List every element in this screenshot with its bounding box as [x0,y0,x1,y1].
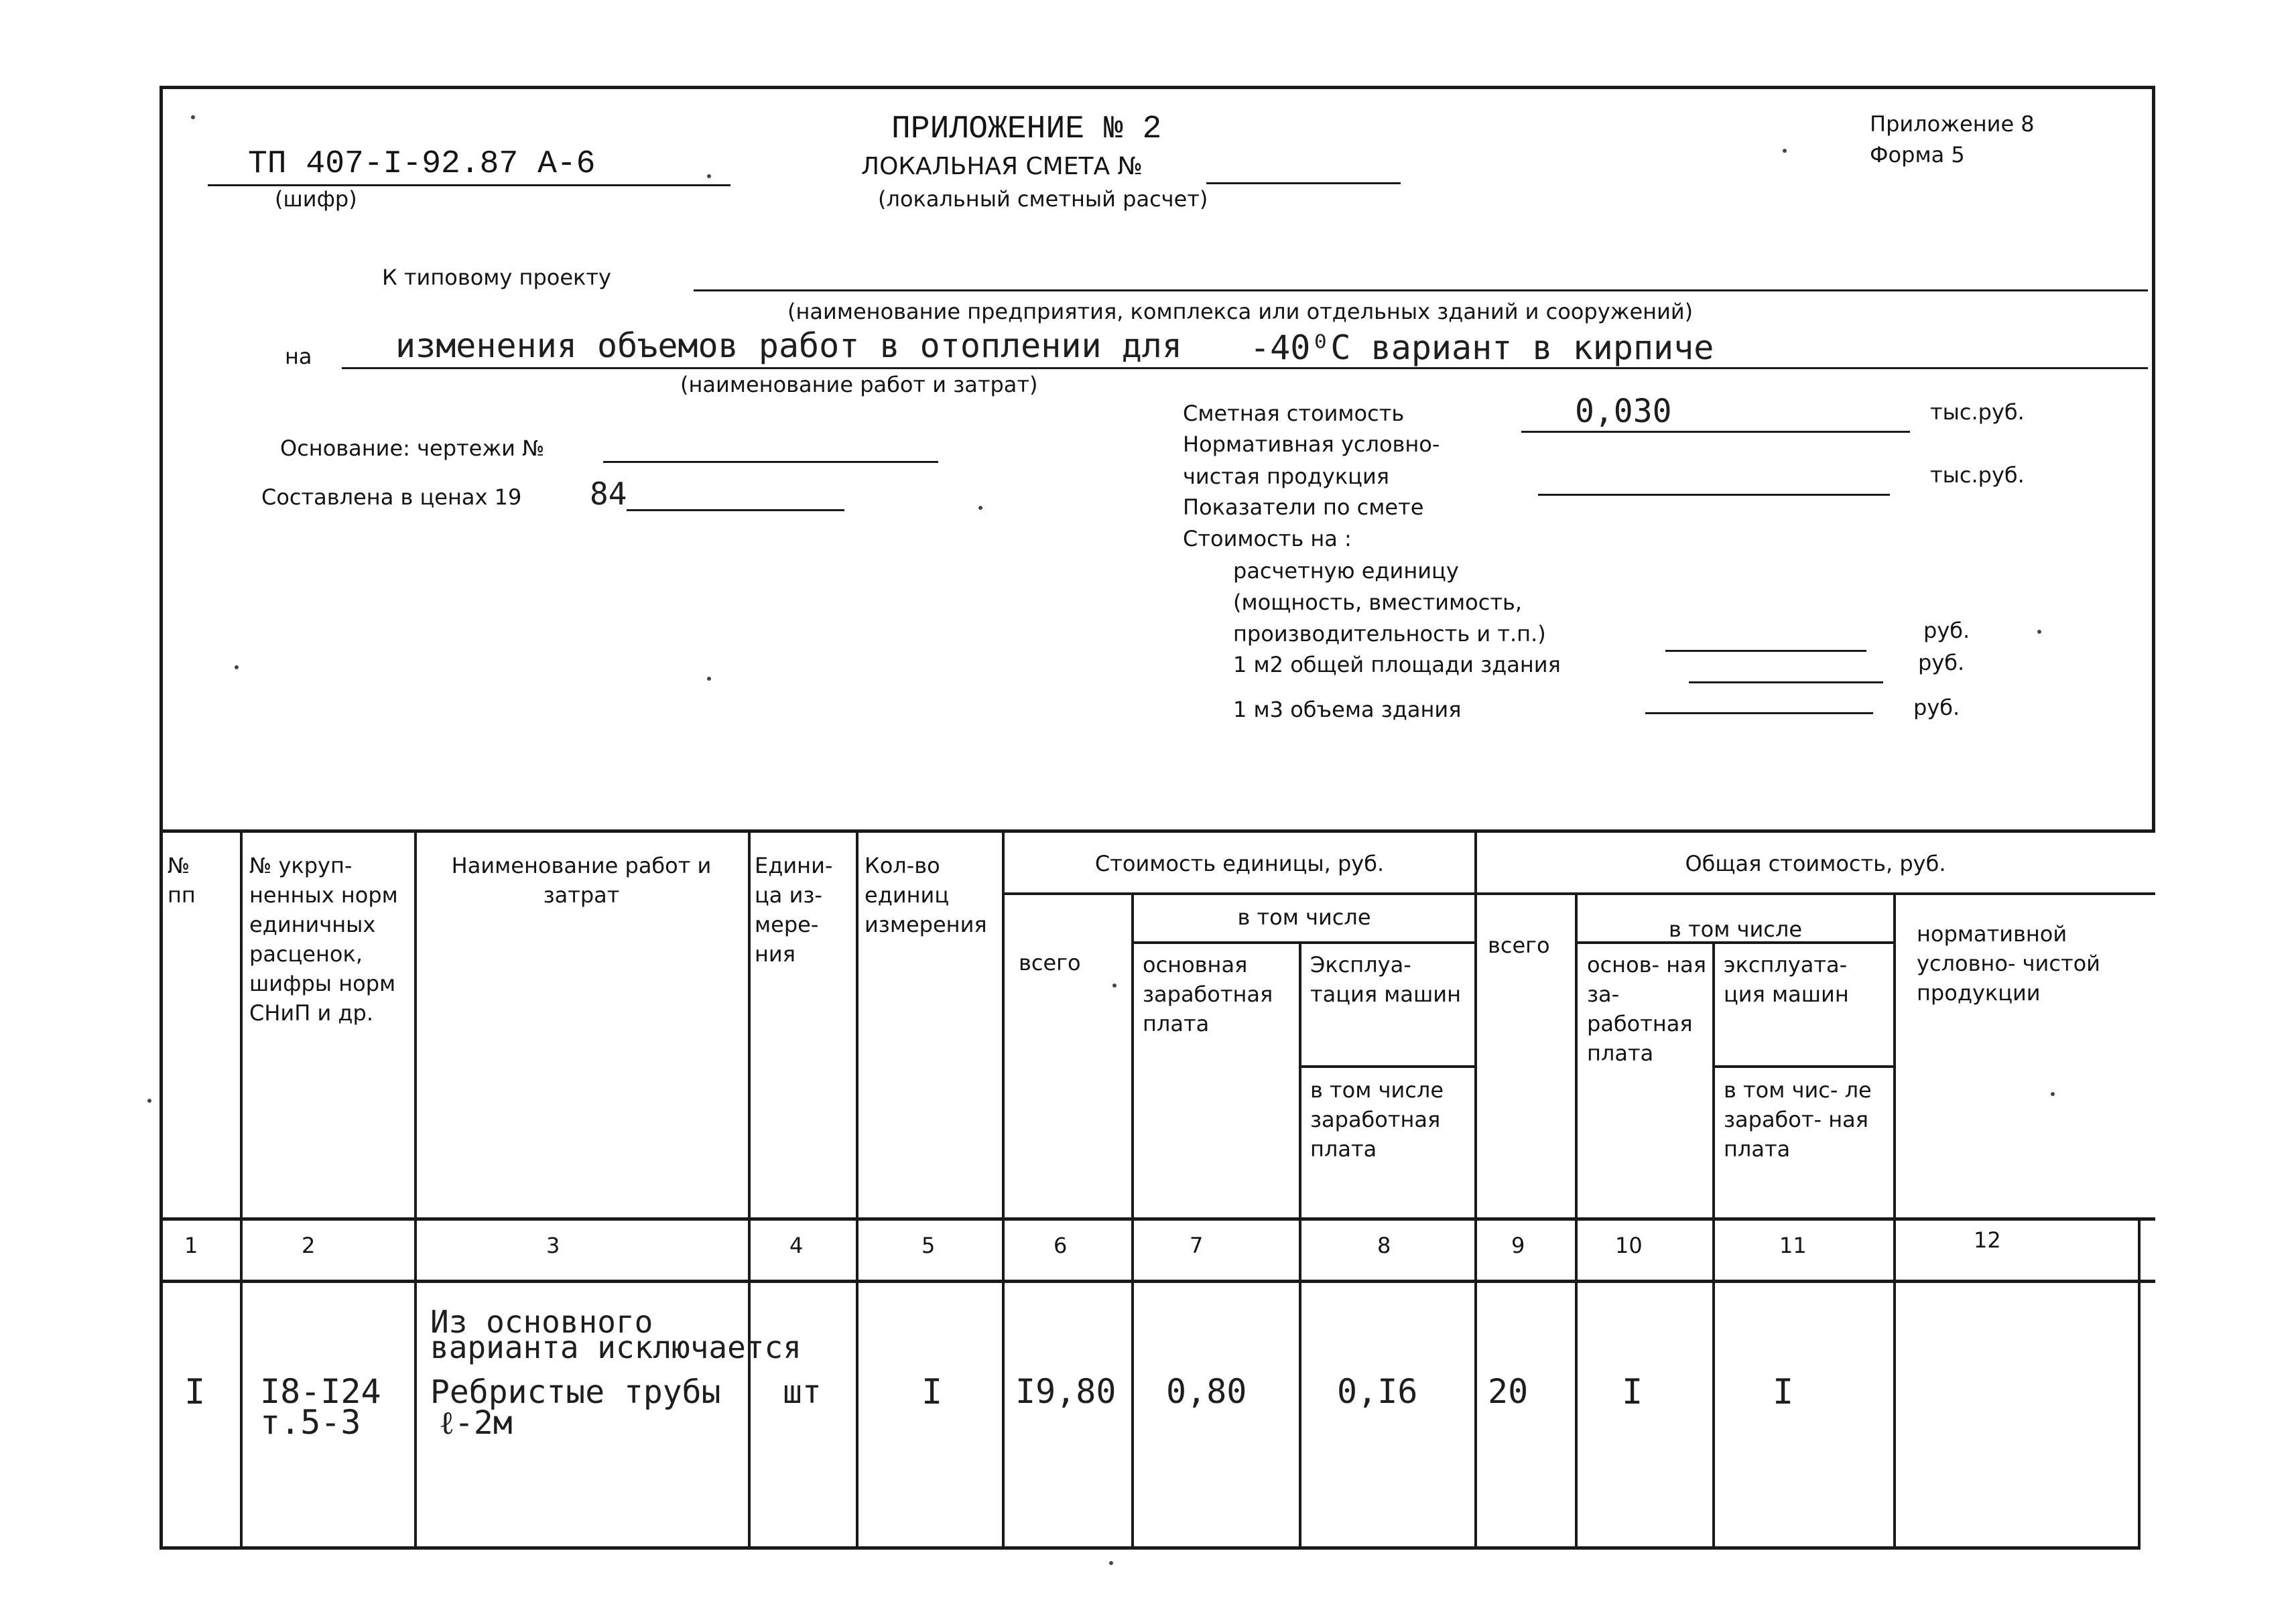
col-sep-6 [1131,892,1134,1550]
unit-unit: руб. [1923,618,1970,643]
unit-line2: (мощность, вместимость, [1233,590,1522,615]
m2-label: 1 м2 общей площади здания [1233,652,1561,677]
row-num: I [184,1372,206,1412]
header-col-3: Наименование работ и затрат [451,853,712,908]
row-qty: I [921,1372,943,1412]
unit-cost-divider [1003,892,2155,895]
col-sep-5 [1002,829,1005,1550]
header-col-4: Едини- ца из- мере- ния [755,853,833,967]
appendix-corner-1: Приложение 8 [1870,111,2035,137]
scan-speck [1109,1561,1113,1565]
col-num-3: 3 [546,1233,560,1258]
project-label: К типовому проекту [382,265,611,290]
na-label: на [285,344,312,369]
header-bottom-line [160,1217,2155,1221]
scan-speck [1112,984,1117,988]
header-col-1: № пп [168,853,196,908]
scan-speck [1783,149,1787,153]
header-basic-wage: основная заработная плата [1143,952,1273,1036]
machine-sub-divider-left [1300,1065,1476,1068]
scan-speck [147,1099,151,1103]
works-name-line [342,367,2148,369]
col-sep-4 [856,829,858,1550]
row-unit-machine: 0,I6 [1337,1372,1418,1411]
row-code-line2: т.5-3 [260,1403,361,1442]
row-total-machine: I [1773,1372,1794,1412]
row-name-line1: Ребристые трубы [430,1373,721,1411]
col-num-1: 1 [184,1233,198,1258]
col-num-6: 6 [1054,1233,1068,1258]
normative-line1: Нормативная условно- [1183,431,1440,457]
row-unit: шт [783,1373,822,1411]
estimate-number-line [1206,182,1401,184]
table-top-line [160,829,2155,833]
header-col-2: № укруп- ненных норм единичных расценок, шифры норм СНиП и др. [249,853,398,1026]
header-incl-total: в том числе [1669,917,1802,942]
estimate-cost-label: Сметная стоимость [1183,401,1405,426]
frame-right [2152,86,2155,829]
scan-speck [191,115,195,119]
normative-unit: тыс.руб. [1930,462,2025,488]
header-incl-unit: в том числе [1237,904,1371,930]
row-total: 20 [1488,1372,1529,1411]
prices-line [627,509,844,511]
project-code: ТП 407-I-92.87 А-6 [248,146,596,182]
scan-speck [235,665,239,669]
header-col-5: Кол-во единиц измерения [865,853,987,937]
col-num-8: 8 [1377,1233,1391,1258]
estimate-cost-unit: тыс.руб. [1930,399,2025,425]
col-num-12: 12 [1974,1227,2001,1253]
col-sep-10 [1712,941,1715,1550]
incl-divider-left [1133,941,1476,944]
m2-line [1689,681,1883,683]
col-sep-8 [1474,829,1477,1550]
header-machine-ops-2: эксплуата- ция машин [1724,952,1849,1007]
estimate-caption: (локальный сметный расчет) [878,186,1208,212]
frame-left [160,86,163,1550]
project-code-caption: (шифр) [275,186,357,212]
col-num-2: 2 [302,1233,316,1258]
col-sep-9 [1575,892,1578,1550]
works-name: изменения объемов работ в отоплении для [395,326,1182,365]
header-machine-ops: Эксплуа- тация машин [1310,952,1461,1007]
machine-sub-divider-right [1714,1065,1895,1068]
project-caption: (наименование предприятия, комплекса или отдельных зданий и сооружений) [787,299,1694,324]
appendix-corner-2: Форма 5 [1870,142,1965,167]
col-sep-12 [2138,1219,2141,1550]
unit-line [1665,650,1866,652]
header-normative: нормативной условно- чистой продукции [1917,921,2100,1006]
project-name-line [694,289,2148,291]
scan-speck [2051,1092,2055,1096]
col-num-7: 7 [1190,1233,1204,1258]
scan-speck [2037,630,2041,634]
row-unit-wage: 0,80 [1166,1372,1247,1411]
col-sep-3 [748,829,751,1550]
unit-line3: производительность и т.п.) [1233,621,1546,647]
col-num-4: 4 [789,1233,804,1258]
m2-unit: руб. [1918,650,1965,675]
drawings-label: Основание: чертежи № [280,435,545,461]
row-total-wage: I [1622,1372,1643,1412]
m3-label: 1 м3 объема здания [1233,697,1462,722]
col-sep-11 [1893,892,1896,1550]
prices-year: 84 [590,476,627,512]
cost-on-label: Стоимость на : [1183,526,1352,551]
works-variant: -40⁰С вариант в кирпиче [1250,328,1714,367]
header-total-cost: Общая стоимость, руб. [1685,851,1946,876]
header-unit-cost: Стоимость единицы, руб. [1094,851,1385,876]
scan-speck [707,677,711,681]
appendix-title: ПРИЛОЖЕНИЕ № 2 [891,111,1162,147]
col-sep-1 [240,829,243,1550]
normative-line2: чистая продукция [1183,464,1389,489]
m3-line [1645,712,1873,714]
estimate-cost-value: 0,030 [1575,393,1672,430]
unit-line1: расчетную единицу [1233,558,1459,584]
row-note-line2: варианта исключается [430,1329,802,1365]
header-basic-wage-2: основ- ная за- работная плата [1587,952,1707,1066]
row-code-line1: I8-I24 [260,1372,381,1411]
numbers-bottom-line [160,1280,2155,1283]
header-total-total: всего [1488,933,1550,958]
col-sep-2 [414,829,417,1550]
drawings-line [603,461,938,463]
estimate-title: ЛОКАЛЬНАЯ СМЕТА № [861,153,1143,180]
estimate-cost-line [1521,431,1910,433]
col-num-11: 11 [1779,1233,1807,1258]
indicators-label: Показатели по смете [1183,494,1424,520]
prices-label: Составлена в ценах 19 [261,484,522,510]
col-sep-7 [1299,941,1301,1550]
col-num-9: 9 [1511,1233,1525,1258]
normative-line [1538,494,1890,496]
scan-speck [978,506,982,510]
row-note-line1: Из основного [430,1304,653,1340]
header-incl-wage-2: в том чис- ле заработ- ная плата [1724,1077,1872,1162]
works-caption: (наименование работ и затрат) [680,372,1038,397]
header-unit-total: всего [1019,950,1081,975]
scan-speck [707,174,711,178]
m3-unit: руб. [1913,695,1960,720]
table-bottom-line [160,1546,2140,1550]
row-unit-total: I9,80 [1015,1372,1117,1411]
col-num-5: 5 [921,1233,936,1258]
header-incl-wage: в том числе заработная плата [1310,1077,1444,1162]
col-num-10: 10 [1615,1233,1643,1258]
row-name-line2: ℓ-2м [439,1404,513,1442]
frame-top [160,86,2155,89]
